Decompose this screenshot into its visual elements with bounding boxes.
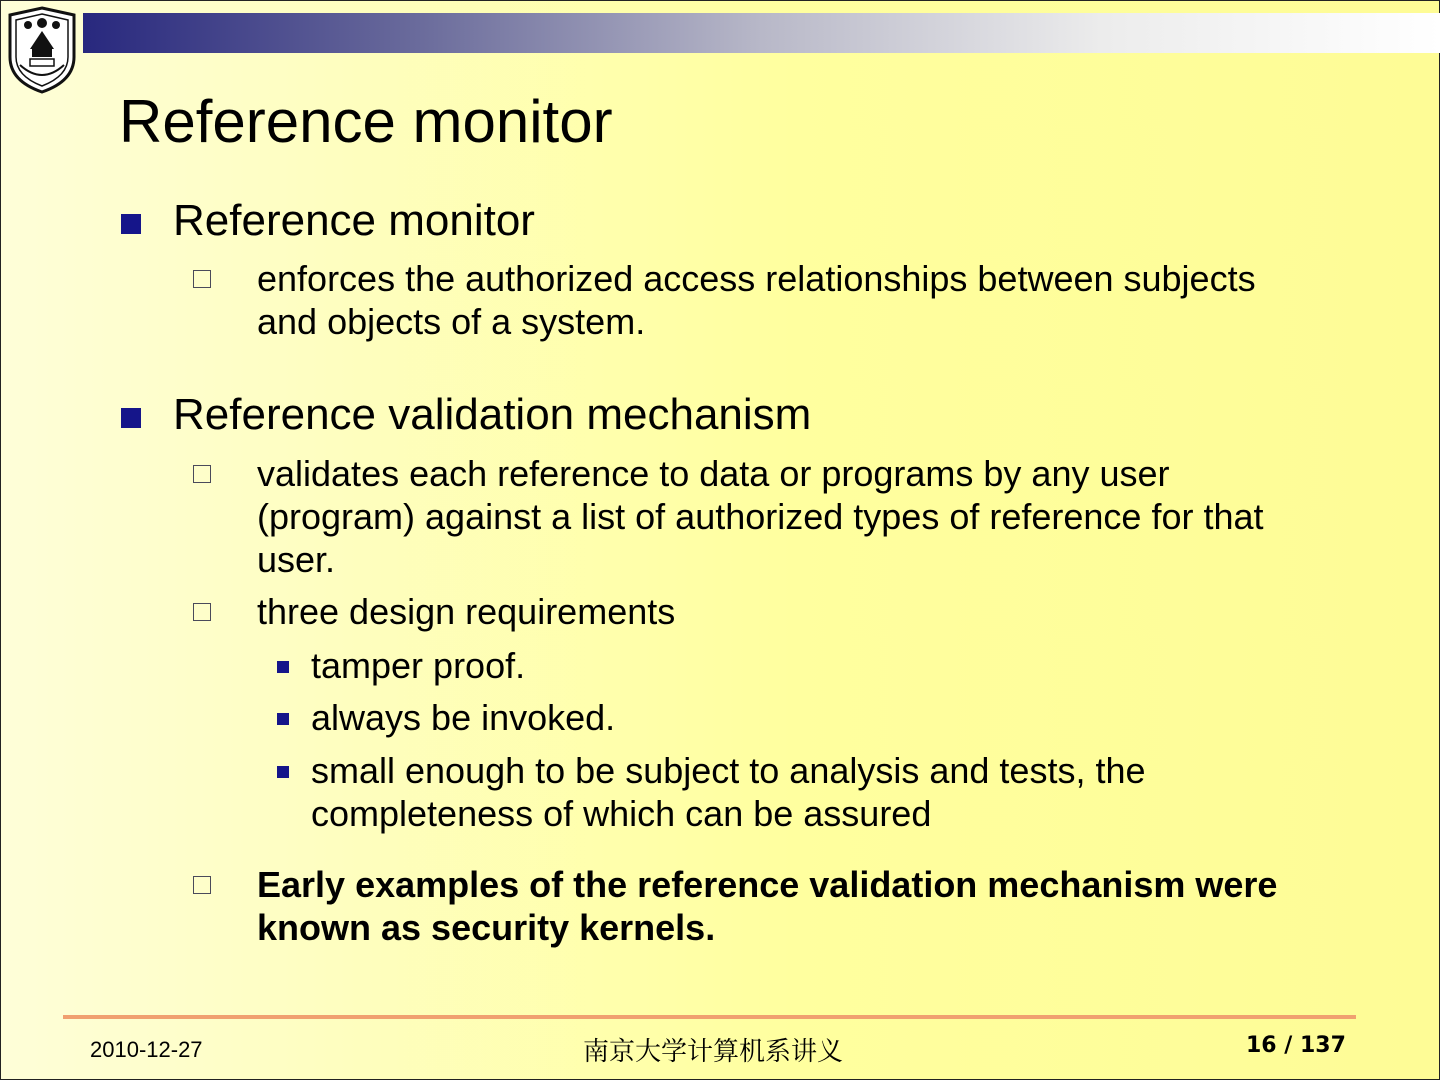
footer-course-title: 南京大学计算机系讲义	[583, 1037, 844, 1067]
subbullet-text: three design requirements	[257, 591, 676, 632]
requirement-text: tamper proof.	[311, 645, 526, 686]
small-square-bullet-icon	[277, 661, 289, 673]
small-square-bullet-icon	[277, 766, 289, 778]
footer-date: 2010-12-27	[90, 1037, 203, 1062]
small-square-bullet-icon	[277, 713, 289, 725]
bullet-text: Reference validation mechanism	[173, 390, 812, 439]
footer-divider	[63, 1015, 1356, 1019]
square-bullet-icon	[121, 214, 141, 234]
footer-page-number: 16 / 137	[1246, 1033, 1346, 1058]
university-seal-logo	[4, 5, 80, 95]
header-gradient-bar	[83, 13, 1440, 53]
subbullet-text: enforces the authorized access relationships between subjects and objects of a system.	[257, 258, 1256, 343]
hollow-square-bullet-icon	[193, 603, 211, 621]
hollow-square-bullet-icon	[193, 270, 211, 288]
hollow-square-bullet-icon	[193, 465, 211, 483]
bullet-text: Reference monitor	[173, 196, 535, 245]
requirement-text: always be invoked.	[311, 697, 616, 738]
slide-title: Reference monitor	[119, 88, 613, 155]
square-bullet-icon	[121, 408, 141, 428]
hollow-square-bullet-icon	[193, 876, 211, 894]
subbullet-text: validates each reference to data or programs by any user (program) against a list of authorized types of reference for that user.	[257, 453, 1264, 581]
subbullet-text: Early examples of the reference validation mechanism were known as security kernels.	[257, 864, 1278, 949]
requirement-text: small enough to be subject to analysis and tests, the completeness of which can be assured	[311, 750, 1146, 835]
